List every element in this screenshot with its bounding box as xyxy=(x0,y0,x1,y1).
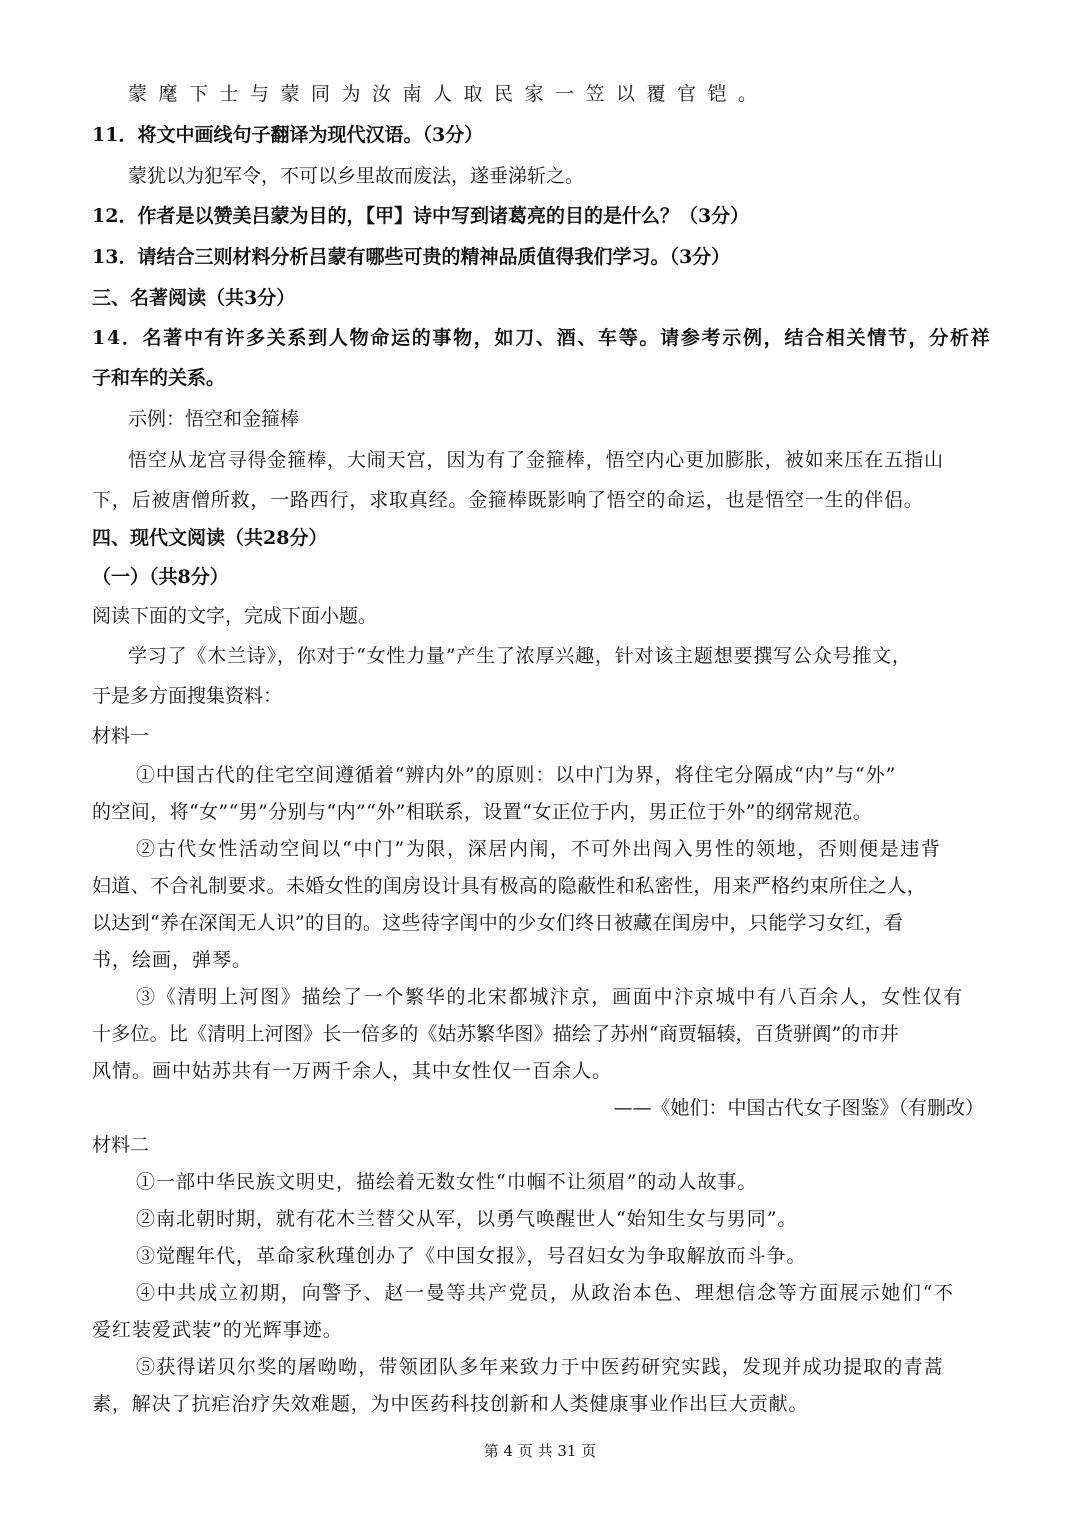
material-1-p3-line-1: ③《清明上河图》描绘了一个繁华的北宋都城汴京，画面中汴京城中有八百余人，女性仅有 xyxy=(136,986,965,1008)
intro-line-2: 于是多方面搜集资料： xyxy=(92,685,283,707)
intro-line-1: 学习了《木兰诗》，你对于“女性力量”产生了浓厚兴趣，针对该主题想要撰写公众号推文， xyxy=(128,645,912,667)
part-1-heading: （一）（共8分） xyxy=(92,566,229,588)
example-title: 示例：悟空和金箍棒 xyxy=(128,408,300,430)
instruction: 阅读下面的文字，完成下面小题。 xyxy=(92,605,378,627)
question-11-sentence: 蒙犹以为犯军令，不可以乡里故而废法，遂垂涕斩之。 xyxy=(128,165,585,187)
question-14-line-1: 1 4 ． 名 著 中 有 许 多 关 系 到 人 物 命 运 的 事 物 ， 如 刀 、 酒 、 车 等 。 请 参 考 示 例 ， 结 合 相 关 情 节 ， 分 析 祥 xyxy=(92,327,990,349)
material-2-item-5-line-2: 素，解决了抗疟治疗失效难题，为中医药科技创新和人类健康事业作出巨大贡献。 xyxy=(92,1393,809,1415)
material-2-item-4-line-2: 爱红装爱武装”的光辉事迹。 xyxy=(92,1319,343,1341)
question-13: 13．请结合三则材料分析吕蒙有哪些可贵的精神品质值得我们学习。（3分） xyxy=(92,246,731,268)
material-1-p1-line-2: 的空间，将“女”“男”分别与“内”“外”相联系，设置“女正位于内，男正位于外”的纲常规范。 xyxy=(92,801,873,823)
example-paragraph-line-1: 悟空从龙宫寻得金箍棒，大闹天宫，因为有了金箍棒，悟空内心更加膨胀，被如来压在五指山 xyxy=(128,449,944,471)
material-1-p3-line-2: 十多位。比《清明上河图》长一倍多的《姑苏繁华图》描绘了苏州“商贾辐辏，百货骈阗”的市井 xyxy=(92,1023,900,1045)
material-2-item-1: ①一部中华民族文明史，描绘着无数女性“巾帼不让须眉”的动人故事。 xyxy=(136,1171,758,1193)
material-1-p2-line-1: ②古代女性活动空间以“中门”为限，深居内闱，不可外出闯入男性的领地，否则便是违背 xyxy=(136,838,942,860)
page-footer: 第 4 页 共 31 页 xyxy=(483,1442,597,1460)
material-1-p2-line-3: 以达到“养在深闺无人识”的目的。这些待字闺中的少女们终日被藏在闺房中，只能学习女红，看 xyxy=(92,912,904,934)
material-2-item-5-line-1: ⑤获得诺贝尔奖的屠呦呦，带领团队多年来致力于中医药研究实践，发现并成功提取的青蒿 xyxy=(136,1356,945,1378)
example-paragraph-line-2: 下，后被唐僧所救，一路西行，求取真经。金箍棒既影响了悟空的命运，也是悟空一生的伴侣。 xyxy=(92,489,924,511)
material-1-p1-line-1: ①中国古代的住宅空间遵循着“辨内外”的原则：以中门为界，将住宅分隔成“内”与“外” xyxy=(136,764,897,786)
material-1-title: 材料一 xyxy=(92,725,150,747)
question-12: 12．作者是以赞美吕蒙为目的，【甲】诗中写到诸葛亮的目的是什么？（3分） xyxy=(92,205,750,227)
question-14-line-2: 子和车的关系。 xyxy=(92,367,226,389)
material-2-item-3: ③觉醒年代，革命家秋瑾创办了《中国女报》，号召妇女为争取解放而斗争。 xyxy=(136,1245,807,1267)
material-1-p3-line-3: 风情。画中姑苏共有一万两千余人，其中女性仅一百余人。 xyxy=(92,1060,613,1082)
material-1-p2-line-2: 妇道、不合礼制要求。未婚女性的闺房设计具有极高的隐蔽性和私密性，用来严格约束所住之人， xyxy=(92,875,927,897)
section-3-heading: 三、名著阅读（共3分） xyxy=(92,287,296,309)
section-4-heading: 四、现代文阅读（共28分） xyxy=(92,527,328,549)
material-2-item-2: ②南北朝时期，就有花木兰替父从军，以勇气唤醒世人“始知生女与男同”。 xyxy=(136,1208,798,1230)
material-1-source: ——《她们：中国古代女子图鉴》（有删改） xyxy=(613,1097,984,1119)
classical-text-line: 蒙麾下士与蒙同为汝南人取民家一笠以覆官铠。 xyxy=(128,83,769,105)
material-1-p2-line-4: 书，绘画，弹琴。 xyxy=(92,949,253,971)
question-11: 11．将文中画线句子翻译为现代汉语。（3分） xyxy=(92,124,484,146)
material-2-item-4-line-1: ④中共成立初期，向警予、赵一曼等共产党员，从政治本色、理想信念等方面展示她们“不 xyxy=(136,1282,955,1304)
material-2-title: 材料二 xyxy=(92,1134,150,1156)
